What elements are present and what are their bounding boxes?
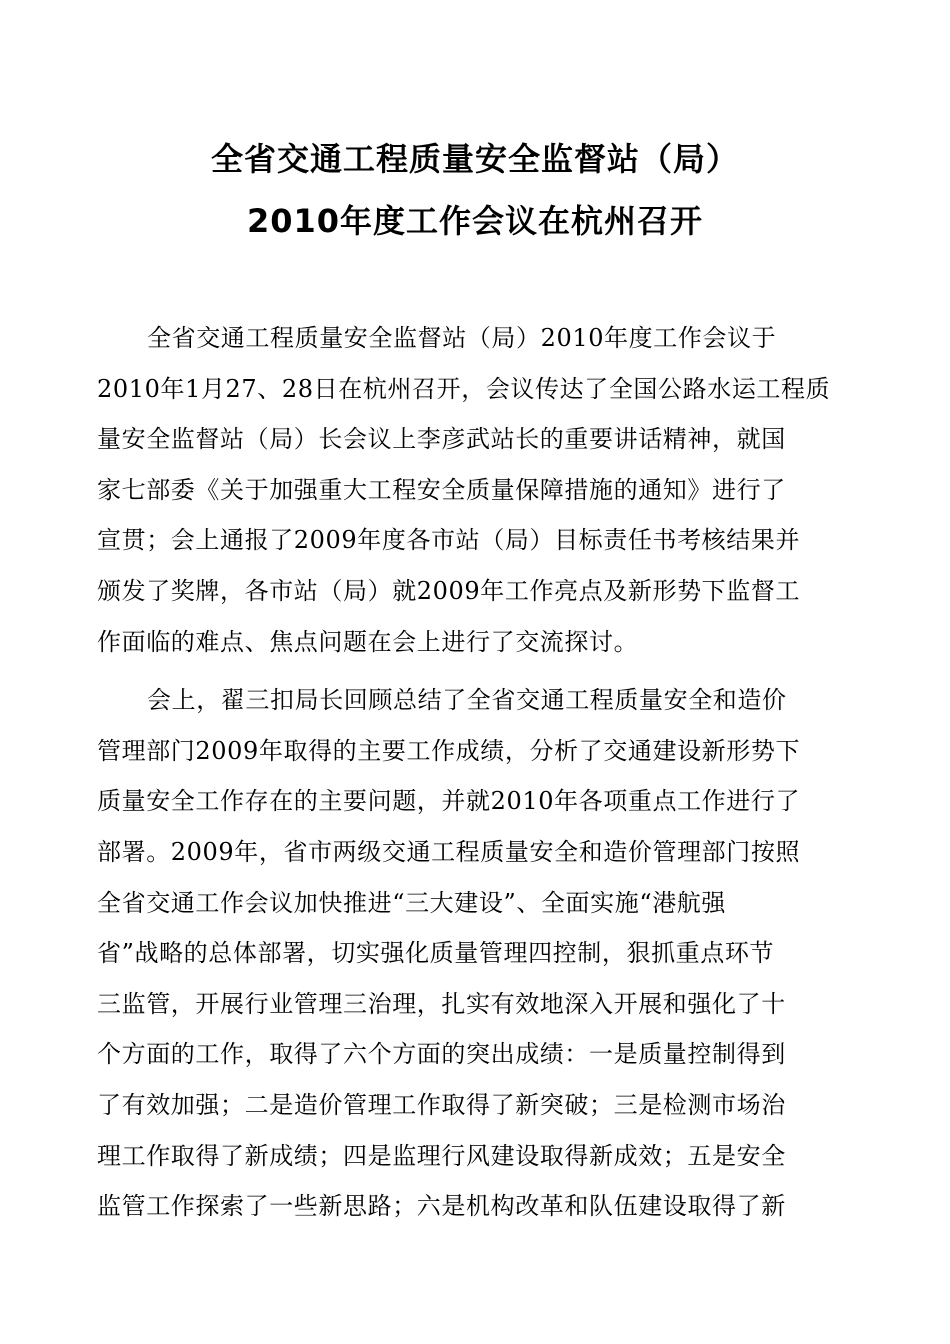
paragraph-line: 量安全监督站（局）长会议上李彦武站长的重要讲话精神，就国 — [97, 425, 786, 454]
paragraph-line: 理工作取得了新成绩；四是监理行风建设取得新成效；五是安全 — [97, 1141, 786, 1170]
paragraph-line: 部署。2009年，省市两级交通工程质量安全和造价管理部门按照 — [97, 837, 801, 866]
paragraph-line: 个方面的工作，取得了六个方面的突出成绩：一是质量控制得到 — [97, 1040, 786, 1069]
paragraph-line: 2010年1月27、28日在杭州召开，会议传达了全国公路水运工程质 — [97, 374, 831, 403]
paragraph-line: 全省交通工程质量安全监督站（局）2010年度工作会议于 — [147, 324, 777, 352]
paragraph-1 — [97, 313, 831, 667]
paragraph-line: 颁发了奖牌，各市站（局）就2009年工作亮点及新形势下监督工 — [97, 576, 801, 605]
paragraph-line: 监管工作探索了一些新思路；六是机构改革和队伍建设取得了新 — [97, 1192, 786, 1221]
paragraph-line: 作面临的难点、焦点问题在会上进行了交流探讨。 — [97, 627, 639, 656]
title-line-1: 全省交通工程质量安全监督站（局） — [210, 140, 739, 178]
paragraph-line: 质量安全工作存在的主要问题，并就2010年各项重点工作进行了 — [97, 787, 801, 816]
paragraph-line: 管理部门2009年取得的主要工作成绩，分析了交通建设新形势下 — [97, 736, 801, 765]
paragraph-line: 家七部委《关于加强重大工程安全质量保障措施的通知》进行了 — [97, 475, 786, 504]
document-body — [97, 313, 831, 1232]
paragraph-line: 三监管，开展行业管理三治理，扎实有效地深入开展和强化了十 — [97, 989, 786, 1018]
paragraph-2 — [97, 675, 809, 1232]
paragraph-line: 会上，翟三扣局长回顾总结了全省交通工程质量安全和造价 — [147, 686, 787, 715]
paragraph-line: 了有效加强；二是造价管理工作取得了新突破；三是检测市场治 — [97, 1090, 786, 1119]
paragraph-line: 宣贯；会上通报了2009年度各市站（局）目标责任书考核结果并 — [97, 526, 801, 555]
paragraph-spacer — [97, 667, 809, 675]
paragraph-line: 全省交通工作会议加快推进“三大建设”、全面实施“港航强 — [97, 888, 727, 917]
document-title — [0, 128, 950, 252]
paragraph-line: 省”战略的总体部署，切实强化质量管理四控制，狠抓重点环节 — [97, 939, 775, 968]
title-line-2: 2010年度工作会议在杭州召开 — [246, 202, 704, 240]
